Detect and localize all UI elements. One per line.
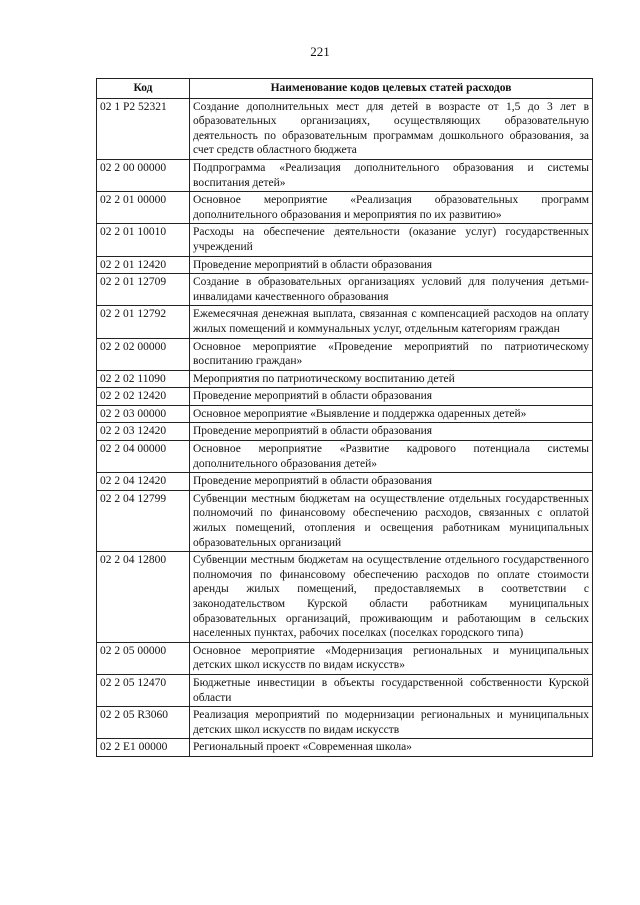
table-row bbox=[97, 306, 593, 338]
name-cell: Субвенции местным бюджетам на осуществление отдельных государственных полномочий по финансовому обеспечению расходов, связанных с оплатой жилых помещений, отопления и освещения работникам муниципальных образовательных организаций bbox=[190, 490, 593, 551]
code-cell: 02 2 E1 00000 bbox=[97, 739, 190, 757]
table-row bbox=[97, 192, 593, 224]
code-cell: 02 2 02 12420 bbox=[97, 388, 190, 406]
name-cell: Основное мероприятие «Модернизация региональных и муниципальных детских школ искусств по видам искусств» bbox=[190, 642, 593, 674]
table-row bbox=[97, 473, 593, 491]
table-row bbox=[97, 552, 593, 643]
code-cell: 02 2 01 10010 bbox=[97, 224, 190, 256]
budget-codes-table bbox=[96, 78, 593, 757]
name-cell: Основное мероприятие «Выявление и поддержка одаренных детей» bbox=[190, 405, 593, 423]
table-row bbox=[97, 490, 593, 551]
name-cell: Ежемесячная денежная выплата, связанная с компенсацией расходов на оплату жилых помещений и коммунальных услуг, отдельным категориям граждан bbox=[190, 306, 593, 338]
name-cell: Создание в образовательных организациях условий для получения детьми-инвалидами качественного образования bbox=[190, 274, 593, 306]
name-cell: Основное мероприятие «Развитие кадрового потенциала системы дополнительного образования детей» bbox=[190, 441, 593, 473]
table-row bbox=[97, 739, 593, 757]
name-cell: Субвенции местным бюджетам на осуществление отдельного государственного полномочия по финансовому обеспечению расходов по оплате стоимости аренды жилых помещений, предоставляемых в соответствии с законодательством Курской области работникам муниципальных образовательных организаций, проживающим и работающим в сельских населенных пунктах, рабочих поселках (поселках городского типа) bbox=[190, 552, 593, 643]
table-row bbox=[97, 98, 593, 159]
table-row bbox=[97, 224, 593, 256]
name-cell: Проведение мероприятий в области образования bbox=[190, 473, 593, 491]
code-cell: 02 2 03 00000 bbox=[97, 405, 190, 423]
code-cell: 02 2 01 00000 bbox=[97, 192, 190, 224]
page-number: 221 bbox=[310, 44, 330, 59]
table-row bbox=[97, 674, 593, 706]
code-cell: 02 2 01 12709 bbox=[97, 274, 190, 306]
table-header-row bbox=[97, 79, 593, 99]
name-cell: Бюджетные инвестиции в объекты государственной собственности Курской области bbox=[190, 674, 593, 706]
name-cell: Проведение мероприятий в области образования bbox=[190, 256, 593, 274]
name-cell: Проведение мероприятий в области образования bbox=[190, 423, 593, 441]
table-row bbox=[97, 707, 593, 739]
code-cell: 02 2 04 00000 bbox=[97, 441, 190, 473]
code-cell: 02 2 05 R3060 bbox=[97, 707, 190, 739]
column-header-name: Наименование кодов целевых статей расходов bbox=[190, 79, 593, 99]
code-cell: 02 1 P2 52321 bbox=[97, 98, 190, 159]
code-cell: 02 2 01 12420 bbox=[97, 256, 190, 274]
code-cell: 02 2 03 12420 bbox=[97, 423, 190, 441]
table-body bbox=[97, 98, 593, 756]
table-row bbox=[97, 159, 593, 191]
table-row bbox=[97, 338, 593, 370]
name-cell: Расходы на обеспечение деятельности (оказание услуг) государственных учреждений bbox=[190, 224, 593, 256]
table-row bbox=[97, 642, 593, 674]
code-cell: 02 2 00 00000 bbox=[97, 159, 190, 191]
table-row bbox=[97, 256, 593, 274]
code-cell: 02 2 01 12792 bbox=[97, 306, 190, 338]
code-cell: 02 2 05 00000 bbox=[97, 642, 190, 674]
name-cell: Создание дополнительных мест для детей в возрасте от 1,5 до 3 лет в образовательных организациях, осуществляющих образовательную деятельность по образовательным программам дошкольного образования, за счет средств областного бюджета bbox=[190, 98, 593, 159]
code-cell: 02 2 04 12420 bbox=[97, 473, 190, 491]
code-cell: 02 2 04 12800 bbox=[97, 552, 190, 643]
name-cell: Основное мероприятие «Проведение мероприятий по патриотическому воспитанию граждан» bbox=[190, 338, 593, 370]
code-cell: 02 2 02 11090 bbox=[97, 370, 190, 388]
column-header-code: Код bbox=[97, 79, 190, 99]
name-cell: Региональный проект «Современная школа» bbox=[190, 739, 593, 757]
name-cell: Мероприятия по патриотическому воспитанию детей bbox=[190, 370, 593, 388]
code-cell: 02 2 02 00000 bbox=[97, 338, 190, 370]
name-cell: Проведение мероприятий в области образования bbox=[190, 388, 593, 406]
code-cell: 02 2 05 12470 bbox=[97, 674, 190, 706]
table-row bbox=[97, 388, 593, 406]
table-row bbox=[97, 274, 593, 306]
table-row bbox=[97, 405, 593, 423]
name-cell: Реализация мероприятий по модернизации региональных и муниципальных детских школ искусств по видам искусств bbox=[190, 707, 593, 739]
name-cell: Основное мероприятие «Реализация образовательных программ дополнительного образования и мероприятия по их развитию» bbox=[190, 192, 593, 224]
code-cell: 02 2 04 12799 bbox=[97, 490, 190, 551]
name-cell: Подпрограмма «Реализация дополнительного образования и системы воспитания детей» bbox=[190, 159, 593, 191]
table-row bbox=[97, 441, 593, 473]
table-row bbox=[97, 423, 593, 441]
table-row bbox=[97, 370, 593, 388]
